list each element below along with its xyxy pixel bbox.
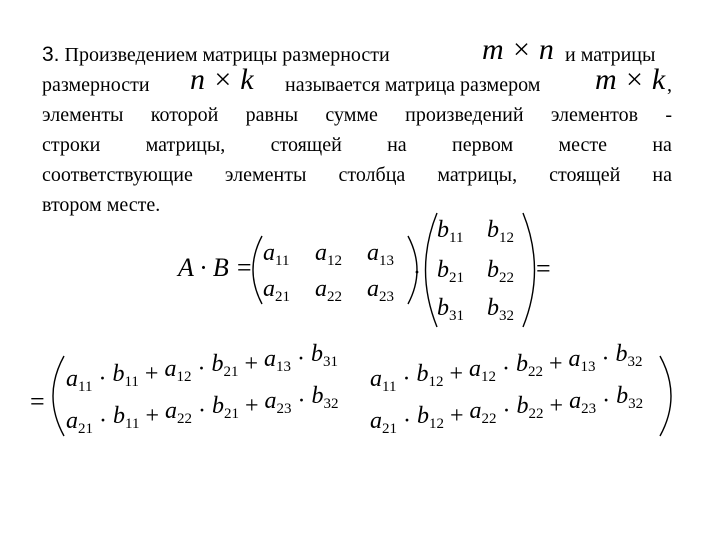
word: стоящей [549,164,621,186]
word: соответствующие [42,164,193,186]
matrix-b-entry: $b_{31}$ [437,295,464,324]
dimension-m-k: m × k [595,63,666,96]
result-right-paren [660,356,671,436]
word: на [652,134,672,156]
word: равны [245,104,299,126]
matrix-a-entry: $a_{23}$ [367,276,394,305]
dimension-m-n: m × n [482,33,554,66]
matrix-a-entry: $a_{22}$ [315,276,342,305]
word: первом [452,134,514,156]
word: элементы [224,164,307,186]
result-matrix-entry: $a_{21} \cdot b_{11} + a_{22} \cdot b_{21} + a_{23} \cdot b_{32}$ [66,383,339,437]
dimension-n-k: n × k [190,63,254,96]
result-matrix-entry: $a_{11} \cdot b_{11} + a_{12} \cdot b_{21} + a_{13} \cdot b_{31}$ [66,341,338,395]
line1-text-a: Произведением матрицы размерности [64,44,390,66]
word: - [665,104,672,126]
matrix-b-left-paren [426,213,438,327]
matrix-b-entry: $b_{21}$ [437,257,464,286]
matrix-b-entry: $b_{32}$ [487,295,514,324]
formula1-dot: · [413,260,421,286]
line1-text-b: и матрицы [565,44,656,66]
matrix-b-entry: $b_{12}$ [487,217,514,246]
result-matrix [66,341,643,437]
line6-text: втором месте. [42,194,161,216]
matrix-a-left-paren [253,236,262,304]
matrix-a-entry: $a_{12}$ [315,240,342,269]
matrix-a-entry: $a_{21}$ [263,276,290,305]
word: произведений [405,104,524,126]
word: столбца [338,164,406,186]
formula1-lhs: A · B = [178,253,253,282]
line2-text-c: , [667,74,672,96]
word: на [387,134,407,156]
result-left-paren [53,356,64,436]
word: матрицы, [145,134,226,156]
word: элементы [42,104,124,126]
word: которой [150,104,219,126]
result-matrix-entry: $a_{11} \cdot b_{12} + a_{12} \cdot b_{22} + a_{13} \cdot b_{32}$ [370,341,643,395]
matrix-a-entry: $a_{13}$ [367,240,394,269]
line2-text-b: называется матрица размером [285,74,541,96]
result-matrix-entry: $a_{21} \cdot b_{12} + a_{22} \cdot b_{22} + a_{23} \cdot b_{32}$ [370,383,644,437]
word: на [652,164,672,186]
formula2-equals: = [30,387,45,416]
matrix-a [263,240,394,305]
word: месте [558,134,608,156]
formula1-equals: = [536,254,551,283]
matrix-a-entry: $a_{11}$ [263,240,290,269]
matrix-b-right-paren [523,213,535,327]
matrix-b-entry: $b_{22}$ [487,257,514,286]
word: элементов [550,104,639,126]
item-number: 3. [42,43,60,66]
word: матрицы, [437,164,518,186]
matrix-b [437,217,514,324]
word: стоящей [270,134,342,156]
word: строки [42,134,101,156]
line2-text-a: размерности [42,74,150,96]
word: сумме [325,104,378,126]
matrix-b-entry: $b_{11}$ [437,217,464,246]
